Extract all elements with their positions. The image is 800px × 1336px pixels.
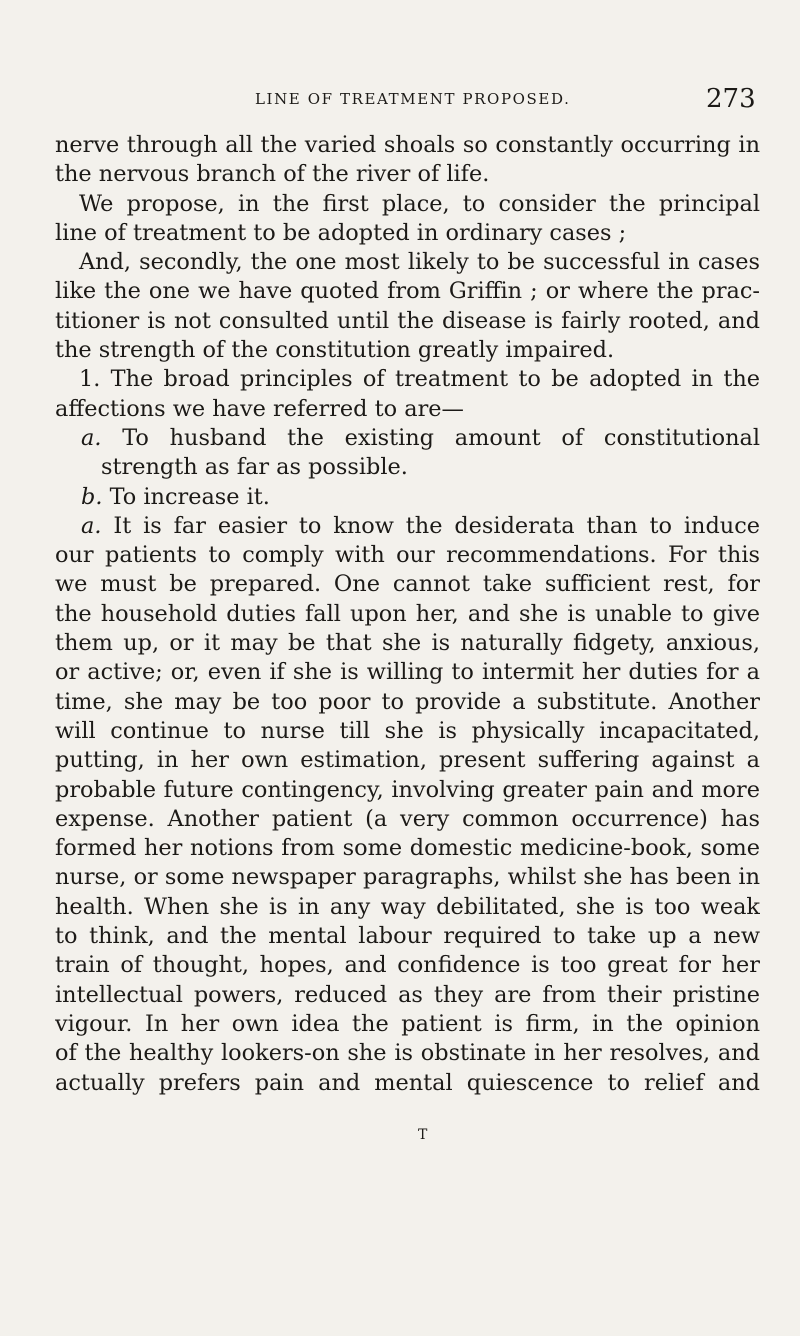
list-item-b: b. To increase it.: [81, 483, 270, 510]
text-line: line of treatment to be adopted in ordinary cases ;: [55, 219, 627, 246]
text-line: the household duties fall upon her, and she is unable to give: [55, 600, 760, 627]
text-line: expense. Another patient (a very common occurrence) has: [55, 805, 760, 832]
text-line: of the healthy lookers-on she is obstinate in her resolves, and: [55, 1040, 760, 1067]
running-title: LINE OF TREATMENT PROPOSED.: [255, 90, 571, 108]
text-line: we must be prepared. One cannot take sufficient rest, for: [55, 571, 760, 598]
list-item-a: a. To husband the existing amount of constitutional: [81, 424, 760, 451]
text-line: the nervous branch of the river of life.: [55, 161, 490, 188]
text-line: formed her notions from some domestic medicine-book, some: [55, 835, 760, 862]
list-marker: a.: [81, 512, 102, 539]
text-line: train of thought, hopes, and confidence is too great for her: [55, 952, 760, 979]
text-line: putting, in her own estimation, present suffering against a: [55, 747, 760, 774]
text-line: And, secondly, the one most likely to be successful in cases: [79, 249, 760, 276]
text-line: titioner is not consulted until the disease is fairly rooted, and: [55, 307, 760, 334]
text-line: We propose, in the first place, to consider the principal: [79, 190, 760, 217]
text-line: our patients to comply with our recommendations. For this: [55, 542, 760, 569]
text-line: intellectual powers, reduced as they are from their pristine: [55, 981, 760, 1008]
text-line: the strength of the constitution greatly impaired.: [55, 337, 615, 364]
list-marker: a.: [81, 424, 102, 451]
text-line: a. It is far easier to know the desiderata than to induce: [81, 512, 760, 539]
signature-mark: T: [418, 1127, 428, 1143]
list-marker: b.: [81, 483, 103, 510]
text-line: will continue to nurse till she is physically incapacitated,: [55, 717, 760, 744]
text-line: like the one we have quoted from Griffin ; or where the prac-: [55, 278, 760, 305]
text-line: 1. The broad principles of treatment to be adopted in the: [79, 366, 760, 393]
text-line: actually prefers pain and mental quiescence to relief and: [55, 1069, 760, 1096]
text-line: them up, or it may be that she is naturally fidgety, anxious,: [55, 630, 760, 657]
text-line: vigour. In her own idea the patient is firm, in the opinion: [55, 1010, 760, 1037]
text-line: strength as far as possible.: [101, 454, 408, 481]
body-text: [55, 131, 760, 1098]
text-line: nerve through all the varied shoals so constantly occurring in: [55, 132, 760, 158]
running-head: [0, 84, 800, 124]
text-line: nurse, or some newspaper paragraphs, whilst she has been in: [55, 864, 760, 891]
text-line: to think, and the mental labour required to take up a new: [55, 923, 760, 950]
text-line: probable future contingency, involving greater pain and more: [55, 776, 760, 803]
text-line: affections we have referred to are—: [55, 395, 464, 422]
text-line: time, she may be too poor to provide a substitute. Another: [55, 688, 760, 715]
text-line: or active; or, even if she is willing to intermit her duties for a: [55, 659, 760, 686]
text-line: health. When she is in any way debilitated, she is too weak: [55, 893, 760, 920]
page-number: 273: [706, 84, 756, 114]
